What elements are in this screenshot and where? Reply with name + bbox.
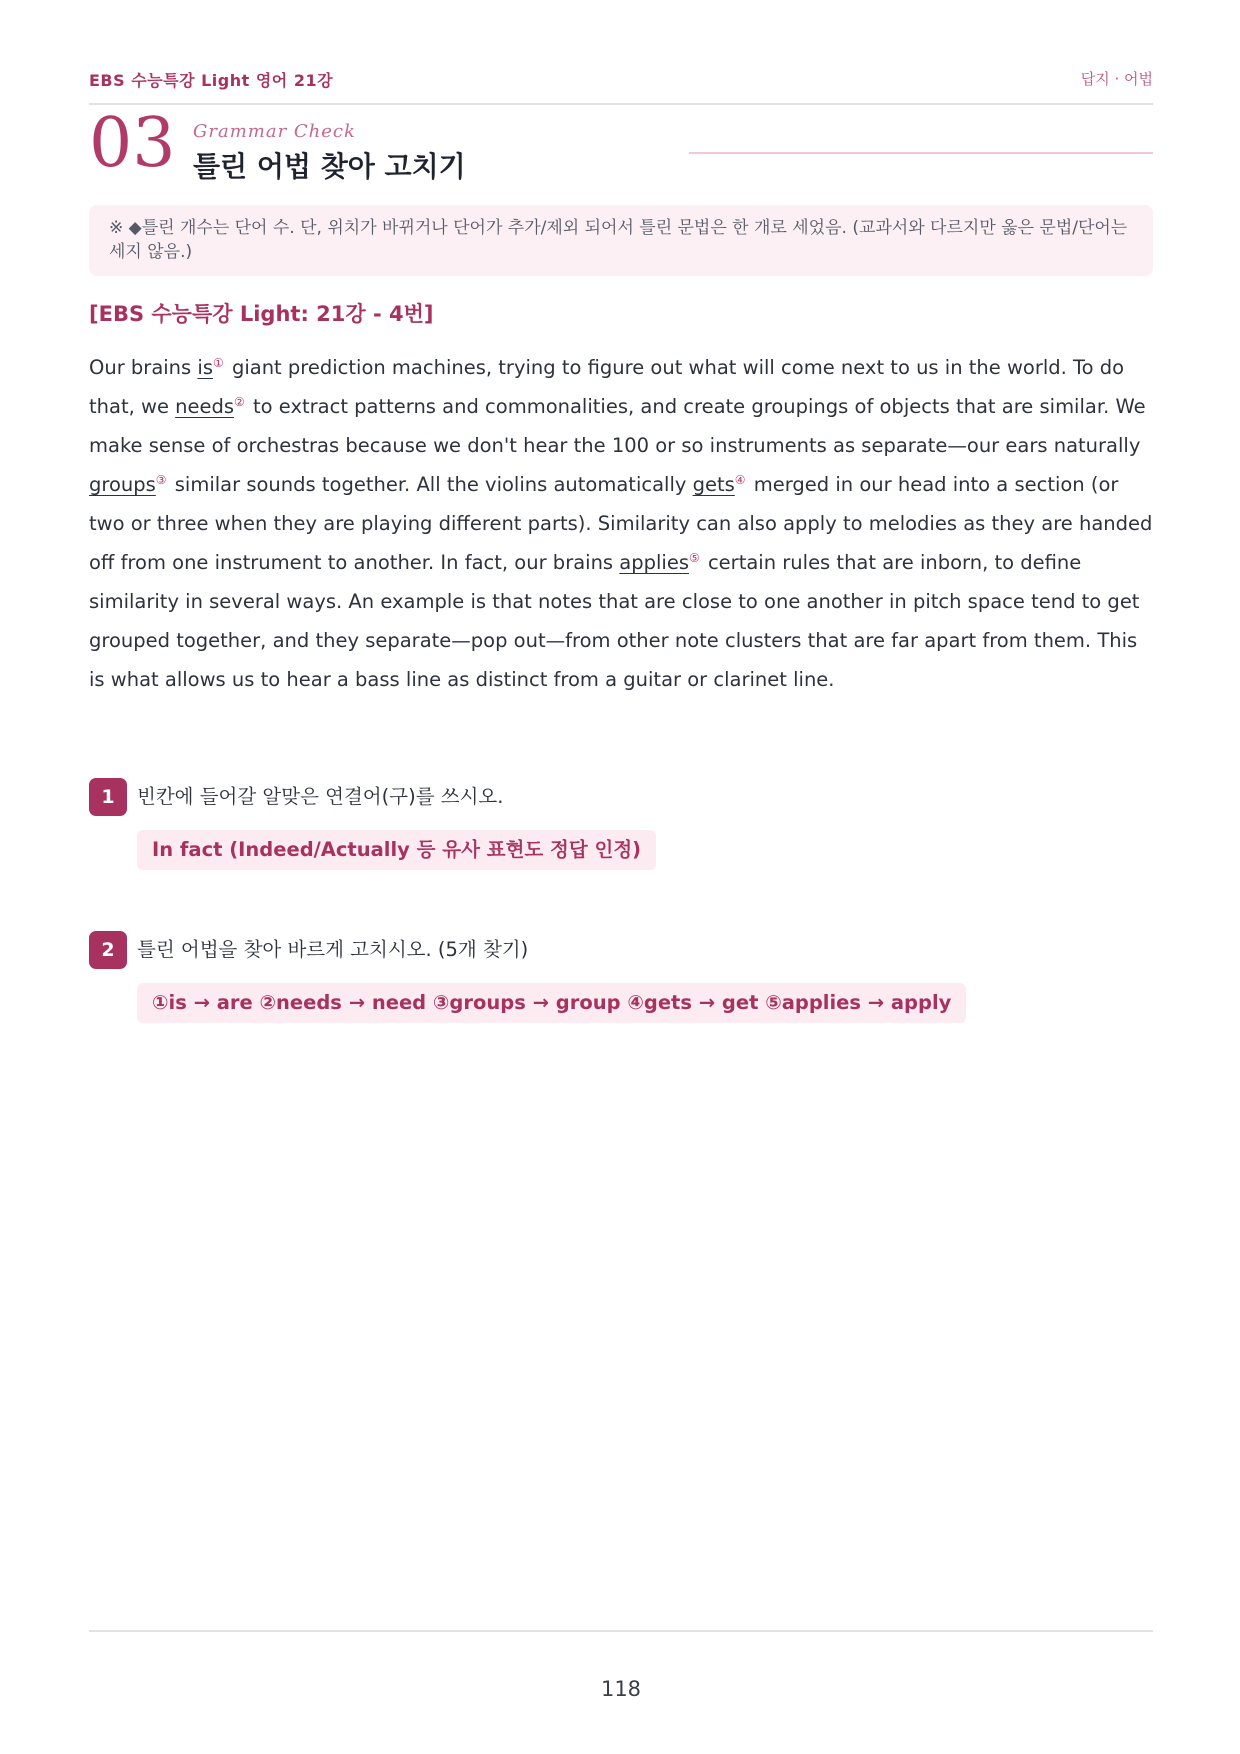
circled-number: ③	[155, 472, 167, 487]
chapter-number: 03	[89, 104, 176, 183]
passage-text: to extract patterns and commonalities, and create groupings of objects that are similar. We make sense of orchestras because we don't hear the 100 or so instruments as separate—our ears naturally	[89, 395, 1146, 457]
reading-passage	[89, 348, 1153, 699]
answer-box: In fact (Indeed/Actually 등 유사 표현도 정답 인정)	[137, 830, 656, 870]
source-label: [EBS 수능특강 Light: 21강 - 4번]	[89, 302, 434, 326]
chapter-title: 틀린 어법 찾아 고치기	[193, 150, 466, 183]
circled-number: ②	[234, 394, 245, 409]
circled-number: ④	[734, 472, 746, 487]
instruction-note: ※ ◆틀린 개수는 단어 수. 단, 위치가 바뀌거나 단어가 추가/제외 되어서 틀린 문법은 한 개로 세었음. (교과서와 다르지만 옳은 문법/단어는 세지 않음.)	[89, 205, 1153, 276]
marked-word: is	[197, 356, 213, 379]
question-prompt: 틀린 어법을 찾아 바르게 고치시오. (5개 찾기)	[137, 938, 529, 961]
question-number-badge: 1	[89, 778, 127, 816]
question-prompt: 빈칸에 들어갈 알맞은 연결어(구)를 쓰시오.	[137, 785, 504, 808]
marked-word: applies	[619, 551, 689, 574]
marked-word: needs	[175, 395, 235, 418]
worksheet-page	[89, 0, 1153, 1754]
circled-number: ①	[212, 355, 224, 370]
marked-word: gets	[692, 473, 735, 496]
passage-text: similar sounds together. All the violins automatically	[168, 473, 693, 496]
book-title: EBS 수능특강 Light 영어 21강	[89, 71, 334, 90]
running-header	[89, 68, 1153, 92]
answer-box: ①is → are ②needs → need ③groups → group ④gets → get ⑤applies → apply	[137, 983, 966, 1023]
section-tag: 답지 · 어법	[1080, 70, 1153, 88]
passage-text: Our brains	[89, 356, 198, 379]
passage-text: certain rules that are inborn, to define similarity in several ways. An example is that notes that are close to one another in pitch space tend to get grouped together, and they separate—pop out—from other note clusters that are far apart from them. This is what allows us to hear a bass line as distinct from a guitar or clarinet line.	[89, 551, 1140, 691]
footer-divider	[89, 1630, 1153, 1632]
passage-text: merged in our head into a section (or two or three when they are playing different parts). Similarity can also apply to melodies as they are handed off from one instrument to another. In fact, our brains	[89, 473, 1153, 574]
header-divider	[89, 103, 1153, 105]
chapter-divider	[689, 152, 1153, 154]
question-number-badge: 2	[89, 931, 127, 969]
marked-word: groups	[89, 473, 156, 496]
chapter-subtitle: Grammar Check	[193, 121, 356, 142]
page-number: 118	[600, 1677, 642, 1701]
passage-text: giant prediction machines, trying to figure out what will come next to us in the world. To do that, we	[89, 356, 1125, 418]
circled-number: ⑤	[689, 550, 700, 565]
